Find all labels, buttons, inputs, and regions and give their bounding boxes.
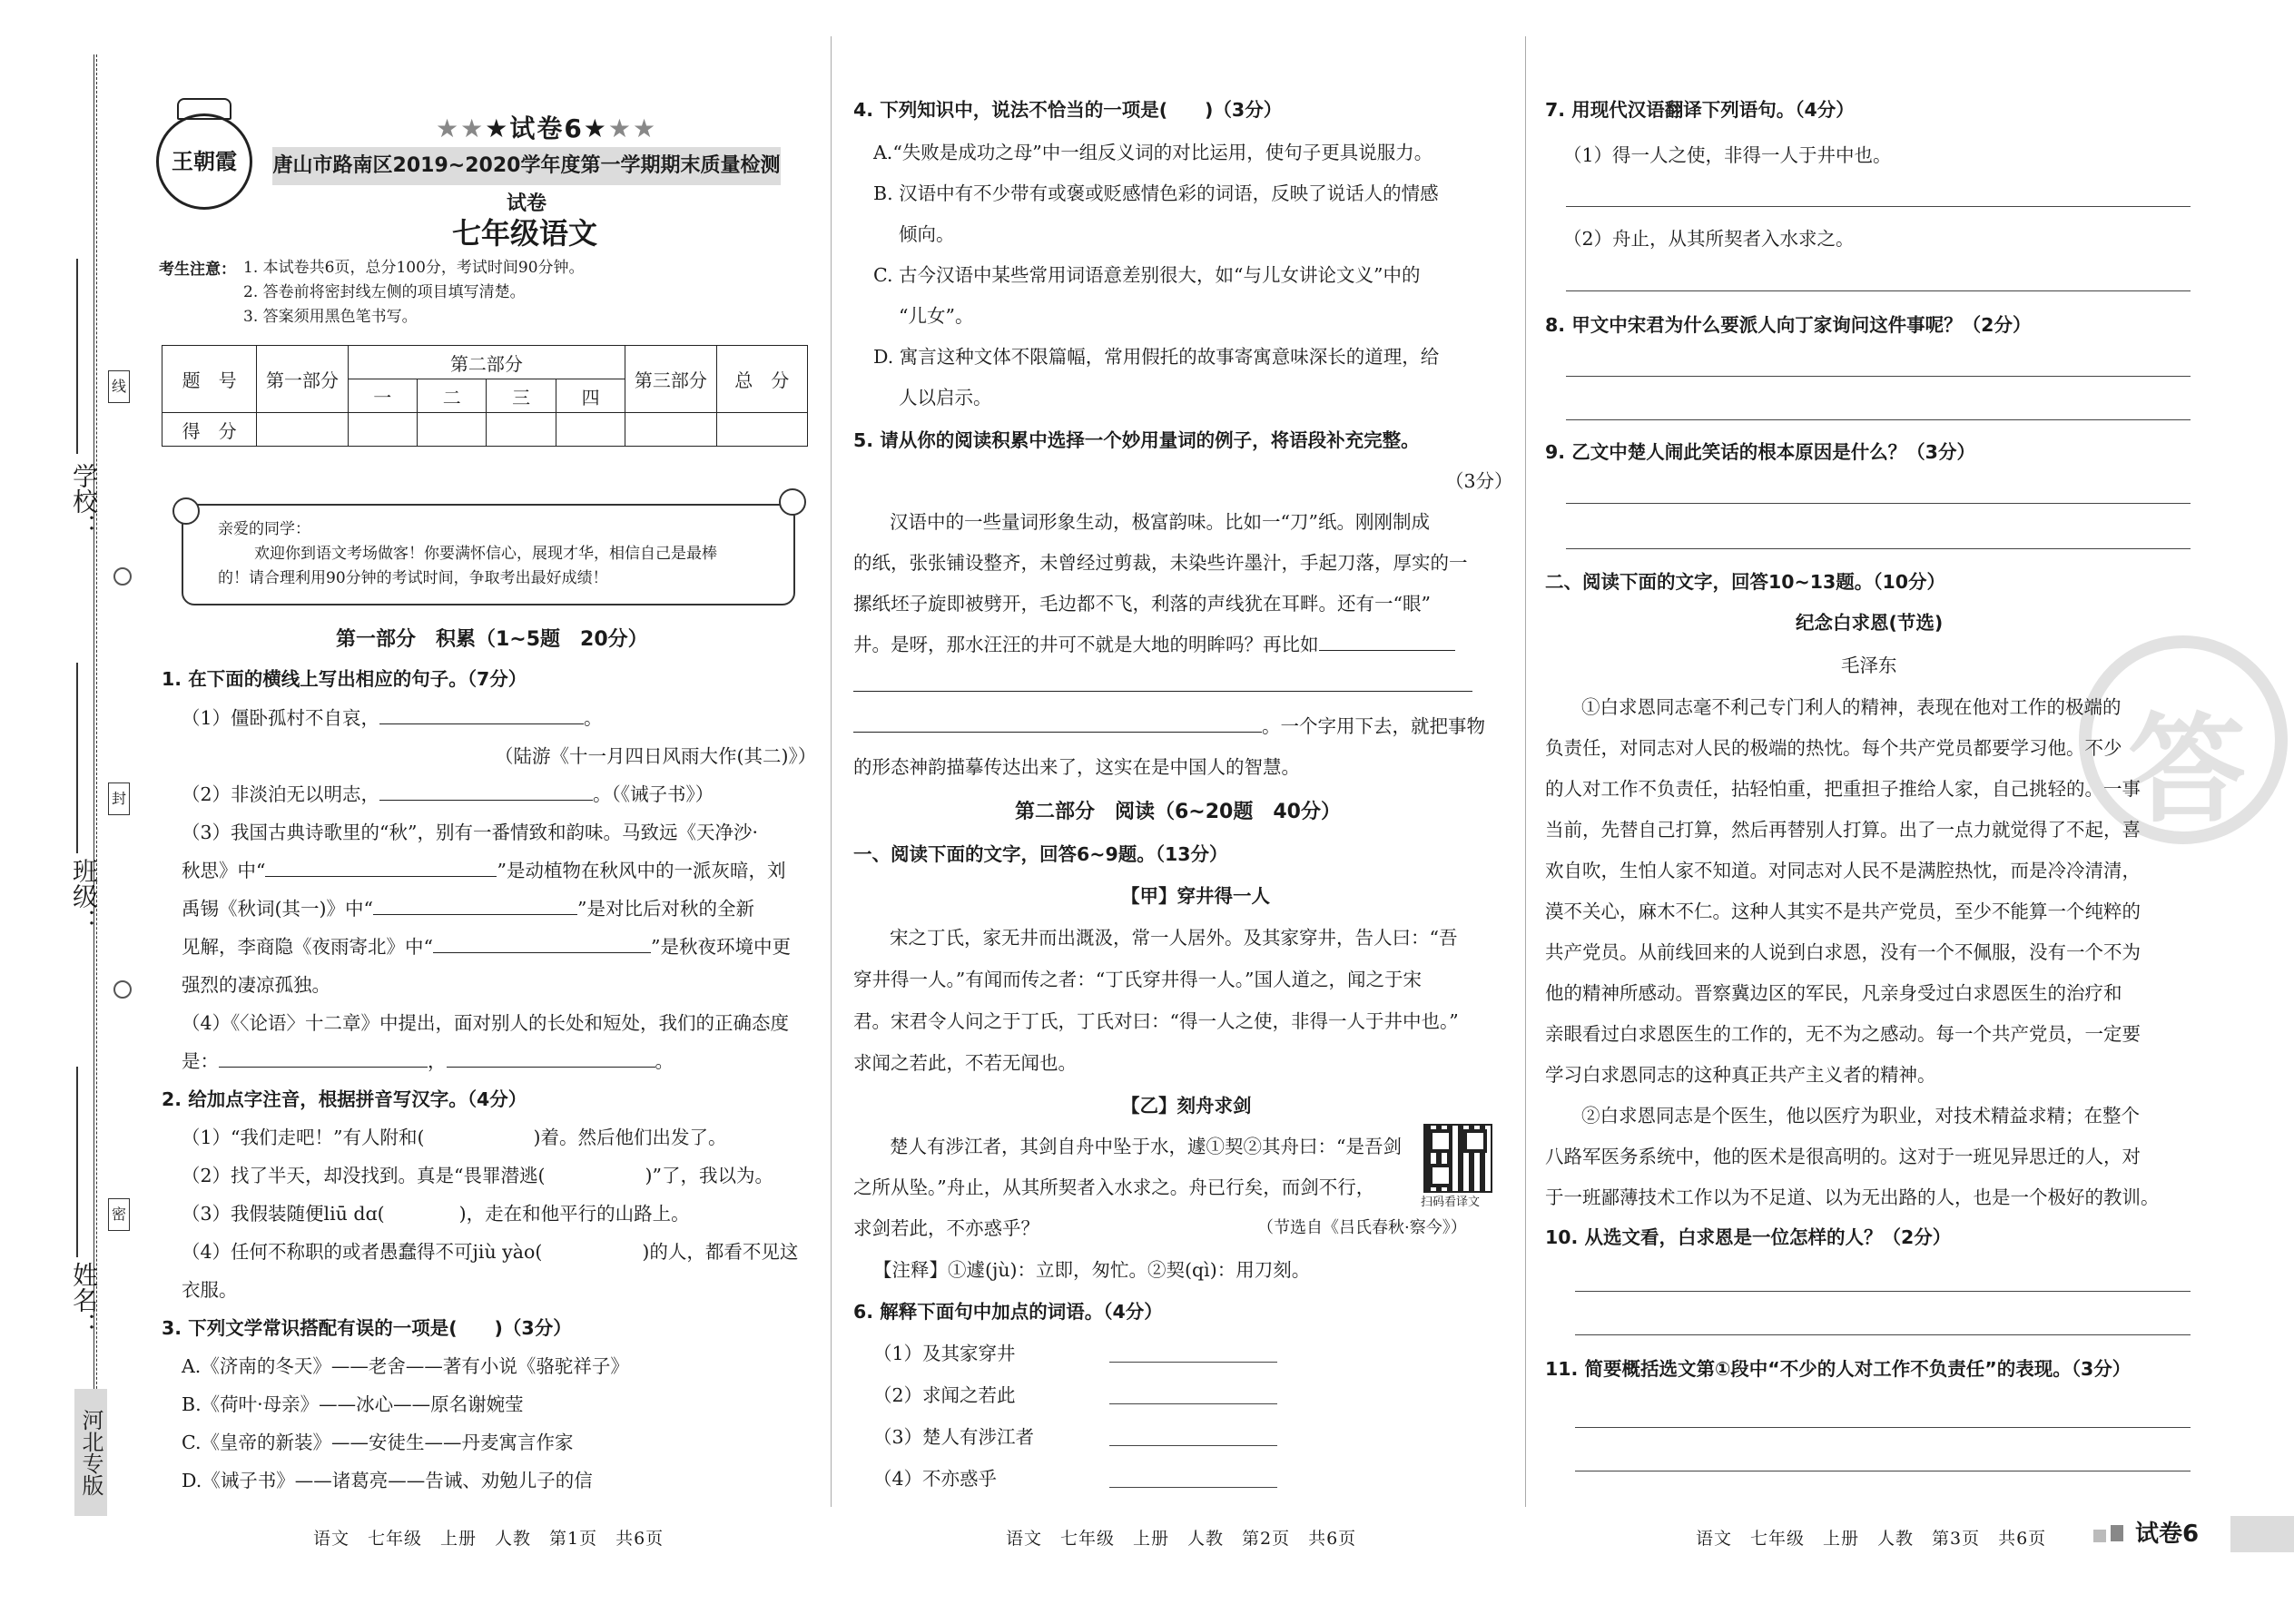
q2-line: 衣服。: [182, 1279, 238, 1301]
article-line: 当前，先替自己打算，然后再替别人打算。出了一点力就觉得了不起，喜: [1545, 819, 2141, 841]
binding-hole-icon: [113, 567, 132, 586]
q3-stem: 3. 下列文学常识搭配有误的一项是( )（3分）: [162, 1317, 572, 1339]
answer-line[interactable]: [1566, 290, 2191, 291]
article-line: 的人对工作不负责任，拈轻怕重，把重担子推给人家，自己挑轻的。一事: [1545, 778, 2141, 800]
table-header: 第三部分: [625, 346, 716, 413]
article-line: 八路军医务系统中，他的医术是很高明的。这对于一班见异思迁的人，对: [1545, 1146, 2141, 1167]
table-header: 题 号: [162, 346, 257, 413]
q5-paragraph: 汉语中的一些量词形象生动，极富韵味。比如一“刀”纸。刚刚制成: [890, 511, 1430, 533]
q4-option-b-cont: 倾向。: [899, 223, 955, 245]
score-cell[interactable]: [418, 413, 487, 447]
logo-badge: [156, 113, 252, 210]
table-subheader: 四: [556, 379, 625, 413]
table-header: 总 分: [716, 346, 807, 413]
score-cell[interactable]: [257, 413, 348, 447]
q6-stem: 6. 解释下面句中加点的词语。（4分）: [853, 1301, 1163, 1323]
q4-option-d: D. 寓言这种文体不限篇幅，常用假托的故事寄寓意味深长的道理，给: [873, 346, 1440, 368]
q4-option-b: B. 汉语中有不少带有或褒或贬感情色彩的词语，反映了说话人的情感: [873, 182, 1439, 204]
q8-stem: 8. 甲文中宋君为什么要派人向丁家询问这件事呢？（2分）: [1545, 314, 2032, 336]
q6-item: （1）及其家穿井: [873, 1343, 1016, 1364]
score-cell[interactable]: [348, 413, 417, 447]
q5-paragraph: 摞纸坯子旋即被劈开，毛边都不飞，利落的声线犹在耳畔。还有一“眼”: [853, 593, 1431, 615]
answer-blank[interactable]: [433, 936, 651, 953]
footer-page1: 语文 七年级 上册 人教 第1页 共6页: [313, 1529, 665, 1549]
answer-blank[interactable]: [379, 707, 584, 724]
text-jia-line: 君。宋君令人问之于丁氏，丁氏对曰：“得一人之使，非得一人于井中也。”: [853, 1010, 1459, 1032]
q1-line: 见解，李商隐《夜雨寄北》中“ ”是秋夜环境中更: [182, 936, 791, 958]
notice-label: 考生注意：: [159, 261, 236, 279]
q7-item: （2）舟止，从其所契者入水求之。: [1563, 228, 1855, 250]
q5-paragraph: 的形态神韵描摹传达出来了，这实在是中国人的智慧。: [853, 756, 1300, 778]
greeting-text: [218, 517, 717, 591]
q1-line: （2）非淡泊无以明志， 。（《诫子书》）: [182, 783, 714, 805]
q6-item: （4）不亦惑乎: [873, 1468, 998, 1490]
score-table: [162, 345, 808, 447]
q7-item: （1）得一人之使，非得一人于井中也。: [1563, 144, 1892, 166]
q4-option-c: C. 古今汉语中某些常用词语意差别很大，如“与儿女讲论文义”中的: [873, 264, 1421, 286]
greeting-line: 亲爱的同学：: [218, 520, 310, 538]
part2-heading: 第二部分 阅读（6~20题 40分）: [1015, 801, 1341, 823]
q1-line: 是： ， 。: [182, 1050, 674, 1072]
text-yi-source: （节选自《吕氏春秋·察今》）: [1257, 1218, 1467, 1237]
table-header: 第一部分: [257, 346, 348, 413]
q1-stem: 1. 在下面的横线上写出相应的句子。（7分）: [162, 668, 527, 690]
article-line: ②白求恩同志是个医生，他以医疗为职业，对技术精益求精；在整个: [1581, 1105, 2140, 1127]
table-header: 第二部分: [348, 346, 625, 379]
answer-line[interactable]: [1575, 1427, 2191, 1428]
q5-stem: 5. 请从你的阅读积累中选择一个妙用量词的例子，将语段补充完整。: [853, 429, 1420, 451]
text-jia-title: 【甲】穿井得一人: [1121, 885, 1270, 907]
q4-stem: 4. 下列知识中，说法不恰当的一项是( )（3分）: [853, 99, 1283, 121]
text-yi-line: 求剑若此，不亦惑乎？: [853, 1217, 1039, 1239]
table-subheader: 一: [348, 379, 417, 413]
name-label: 姓名：: [69, 1262, 99, 1338]
answer-line[interactable]: [1575, 1334, 2191, 1335]
answer-blank[interactable]: [379, 783, 593, 801]
answer-line[interactable]: [1566, 206, 2191, 207]
answer-line[interactable]: [1566, 548, 2191, 549]
class-fill-line[interactable]: [76, 663, 78, 853]
section1-heading: 一、阅读下面的文字，回答6~9题。（13分）: [853, 843, 1228, 865]
article-line: 他的精神所感动。晋察冀边区的军民，凡亲身受过白求恩医生的治疗和: [1545, 982, 2122, 1004]
exam-title: 唐山市路南区2019~2020学年度第一学期期末质量检测试卷: [272, 147, 781, 185]
q2-line: （3）我假装随便liū dɑ( )，走在和他平行的山路上。: [182, 1203, 690, 1225]
q5-paragraph: 井。是呀，那水汪汪的井可不就是大地的明眸吗？再比如: [853, 633, 1455, 656]
score-cell[interactable]: [556, 413, 625, 447]
notice-item: 2. 答卷前将密封线左侧的项目填写清楚。: [243, 283, 526, 301]
subject-title: 七年级语文: [452, 216, 598, 251]
q9-stem: 9. 乙文中楚人闹此笑话的根本原因是什么？（3分）: [1545, 441, 1975, 463]
text-yi-line: 楚人有涉江者，其剑自舟中坠于水，遽①契②其舟曰：“是吾剑: [890, 1136, 1402, 1157]
q1-line: 禹锡《秋词(其一)》中“ ”是对比后对秋的全新: [182, 898, 754, 920]
greeting-line: 的！请合理利用90分钟的考试时间，争取考出最好成绩！: [218, 569, 608, 587]
article-line: 共产党员。从前线回来的人说到白求恩，没有一个不佩服，没有一个不为: [1545, 941, 2141, 963]
q1-line: 秋思》中“ ”是动植物在秋风中的一派灰暗，刘: [182, 860, 786, 881]
q3-option-a: A.《济南的冬天》——老舍——著有小说《骆驼祥子》: [182, 1355, 629, 1377]
q4-option-d-cont: 人以启示。: [899, 387, 992, 408]
binding-hole-icon: [113, 980, 132, 999]
q3-option-b: B.《荷叶·母亲》——冰心——原名谢婉莹: [182, 1393, 524, 1415]
class-label: 班级：: [69, 858, 99, 934]
notice-item: 3. 答案须用黑色笔书写。: [243, 308, 418, 326]
qr-label: 扫码看译文: [1421, 1196, 1481, 1209]
school-label: 学校：: [69, 463, 99, 539]
crown-icon: [177, 98, 231, 120]
q5-score: （3分）: [1445, 470, 1513, 492]
q2-line: （2）找了半天，却没找到。真是“畏罪潜逃( )”了，我以为。: [182, 1165, 774, 1186]
logo-text: 王朝霞: [172, 148, 237, 174]
q4-option-c-cont: “儿女”。: [899, 305, 974, 327]
article-title: 纪念白求恩(节选): [1796, 612, 1944, 634]
article-author: 毛泽东: [1841, 655, 1897, 676]
text-jia-line: 宋之丁氏，家无井而出溉汲，常一人居外。及其家穿井，告人曰：“吾: [890, 927, 1458, 949]
answer-line[interactable]: [1566, 419, 2191, 420]
article-line: 亲眼看过白求恩医生的工作的，无不为之感动。每一个共产党员，一定要: [1545, 1023, 2141, 1045]
footnote: 【注释】①遽(jù)：立即，匆忙。②契(qì)：用刀刻。: [873, 1259, 1311, 1281]
seal-mark-mi: 密: [108, 1198, 130, 1231]
q1-line: （1）僵卧孤村不自哀， 。: [182, 707, 603, 729]
text-jia-line: 求闻之若此，不若无闻也。: [853, 1052, 1077, 1074]
paper-number: ★★★试卷6★★★: [436, 113, 658, 143]
answer-blank[interactable]: [373, 898, 577, 915]
table-subheader: 三: [487, 379, 556, 413]
q5-paragraph: [853, 674, 1472, 697]
answer-blank[interactable]: [853, 674, 1472, 692]
text-yi-title: 【乙】刻舟求剑: [1121, 1095, 1252, 1117]
answer-line[interactable]: [1109, 1445, 1277, 1446]
article-line: 于一班鄙薄技术工作以为不足道、以为无出路的人，也是一个极好的教训。: [1545, 1186, 2160, 1208]
answer-line[interactable]: [1566, 376, 2191, 377]
column-divider: [831, 36, 832, 1507]
q5-paragraph: 。一个字用下去，就把事物: [853, 714, 1485, 738]
q2-line: （4）任何不称职的或者愚蠢得不可jiù yào( )的人，都看不见这: [182, 1241, 799, 1263]
q2-stem: 2. 给加点字注音，根据拼音写汉字。（4分）: [162, 1088, 527, 1110]
answer-line[interactable]: [1575, 1291, 2191, 1292]
answer-blank[interactable]: [853, 715, 1262, 733]
greeting-line: 欢迎你到语文考场做客！你要满怀信心，展现才华，相信自己是最棒: [254, 545, 717, 563]
q11-stem: 11. 简要概括选文第①段中“不少的人对工作不负责任”的表现。（3分）: [1545, 1358, 2132, 1380]
q6-item: （2）求闻之若此: [873, 1384, 1016, 1406]
q10-stem: 10. 从选文看，白求恩是一位怎样的人？（2分）: [1545, 1226, 1952, 1248]
part1-heading: 第一部分 积累（1~5题 20分）: [336, 628, 648, 651]
notice-list: [243, 256, 585, 330]
q1-source: （陆游《十一月四日风雨大作(其二)》）: [495, 745, 817, 767]
name-fill-line[interactable]: [76, 1067, 78, 1257]
q5-paragraph: 的纸，张张铺设整齐，未曾经过剪裁，未染些许墨汁，手起刀落，厚实的一: [853, 552, 1468, 574]
q3-option-c: C.《皇帝的新装》——安徒生——丹麦寓言作家: [182, 1432, 574, 1453]
q7-stem: 7. 用现代汉语翻译下列语句。（4分）: [1545, 99, 1855, 121]
score-cell[interactable]: [487, 413, 556, 447]
q2-line: （1）“我们走吧！”有人附和( )着。然后他们出发了。: [182, 1127, 727, 1148]
answer-blank[interactable]: [265, 860, 497, 877]
score-cell[interactable]: [625, 413, 716, 447]
section2-heading: 二、阅读下面的文字，回答10~13题。（10分）: [1545, 571, 1946, 593]
q4-option-a: A.“失败是成功之母”中一组反义词的对比运用，使句子更具说服力。: [873, 142, 1433, 163]
answer-blank[interactable]: [447, 1050, 655, 1068]
school-fill-line[interactable]: [76, 259, 78, 454]
footer-page3: 语文 七年级 上册 人教 第3页 共6页: [1696, 1529, 2047, 1549]
watermark-seal: 答: [2079, 635, 2288, 844]
q1-line: 强烈的凄凉孤独。: [182, 974, 330, 996]
q3-option-d: D.《诫子书》——诸葛亮——告诫、劝勉儿子的信: [182, 1470, 593, 1491]
article-line: 漠不关心，麻木不仁。这种人其实不是共产党员，至少不能算一个纯粹的: [1545, 901, 2141, 922]
answer-line[interactable]: [1109, 1362, 1277, 1363]
footer-page2: 语文 七年级 上册 人教 第2页 共6页: [1006, 1529, 1357, 1549]
q1-line: （4）《〈论语〉十二章》中提出，面对别人的长处和短处，我们的正确态度: [182, 1012, 790, 1034]
answer-line[interactable]: [1566, 503, 2191, 504]
footer-paper-tag: 试卷6: [2135, 1516, 2294, 1552]
q1-line: （3）我国古典诗歌里的“秋”，别有一番情致和韵味。马致远《天净沙·: [182, 822, 759, 843]
article-line: 负责任，对同志对人民的极端的热忱。每个共产党员都要学习他。不少: [1545, 737, 2122, 759]
table-row-label: 得 分: [162, 413, 257, 447]
article-line: ①白求恩同志毫不利己专门利人的精神，表现在他对工作的极端的: [1581, 696, 2122, 718]
notice-item: 1. 本试卷共6页，总分100分，考试时间90分钟。: [243, 259, 585, 277]
scroll-curl-icon: [172, 497, 200, 525]
scroll-curl-icon: [779, 488, 806, 516]
text-yi-line: 之所从坠。”舟止，从其所契者入水求之。舟已行矣，而剑不行，: [853, 1176, 1375, 1198]
answer-blank[interactable]: [219, 1050, 428, 1068]
decor-square-icon: [2111, 1525, 2123, 1541]
answer-blank[interactable]: [1319, 634, 1455, 651]
answer-line[interactable]: [1109, 1403, 1277, 1404]
table-subheader: 二: [418, 379, 487, 413]
decor-square-icon: [2093, 1530, 2106, 1542]
score-cell[interactable]: [716, 413, 807, 447]
q6-item: （3）楚人有涉江者: [873, 1426, 1035, 1448]
seal-mark-feng: 封: [108, 782, 130, 815]
article-line: 学习白求恩同志的这种真正共产主义者的精神。: [1545, 1064, 1936, 1086]
qr-code-icon[interactable]: [1423, 1124, 1492, 1193]
text-jia-line: 穿井得一人。”有闻而传之者：“丁氏穿井得一人。”国人道之，闻之于宋: [853, 969, 1422, 990]
article-line: 欢自吹，生怕人家不知道。对同志对人民不是满腔热忱，而是冷冷清清，: [1545, 860, 2141, 881]
answer-line[interactable]: [1109, 1487, 1277, 1488]
column-divider: [1525, 36, 1526, 1507]
province-tag: 河北专版: [74, 1389, 107, 1516]
seal-mark-xian: 线: [108, 370, 130, 403]
